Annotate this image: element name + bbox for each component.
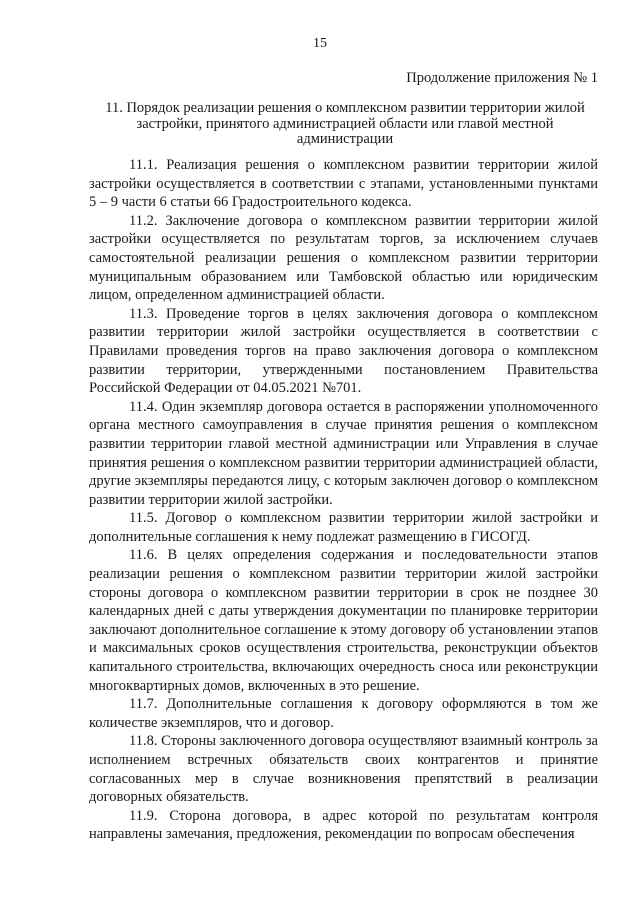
paragraph-11-2: 11.2. Заключение договора о комплексном развитии территории жилой застройки осуществляется по результатам торгов, за исключением случаев самостоятельной реализации решения о комплексном развитии территории муниципальным образованием или Тамбовской областью или юридическим лицом, определенном администрацией области. [89,212,598,304]
page-number: 15 [313,36,327,51]
section-body [89,156,598,844]
paragraph-11-5: 11.5. Договор о комплексном развитии территории жилой застройки и дополнительные соглашения к нему подлежат размещению в ГИСОГД. [89,510,598,545]
section-title: 11. Порядок реализации решения о комплексном развитии территории жилой застройки, принятого администрацией области или главой местной администрации [105,100,585,147]
paragraph-11-6: 11.6. В целях определения содержания и последовательности этапов реализации решения о комплексном развитии территории жилой застройки стороны договора о комплексном развитии территории в срок не позднее 30 календарных дней с даты утверждения документации по планировке территории заключают дополнительное соглашение к этому договору об установлении этапов и максимальных сроков осуществления строительства, реконструкции объектов капитального строительства, включающих очередность сноса или реконструкции многоквартирных домов, включенных в это решение. [89,547,598,694]
paragraph-11-3: 11.3. Проведение торгов в целях заключения договора о комплексном развитии территории жилой застройки осуществляется в соответствии с Правилами проведения торгов на право заключения договора о комплексном развитии территории, утвержденными постановлением Правительства Российской Федерации от 04.05.2021 №701. [89,305,598,397]
appendix-label: Продолжение приложения № 1 [406,70,598,86]
paragraph-11-1: 11.1. Реализация решения о комплексном развитии территории жилой застройки осуществляется в соответствии с этапами, установленными пунктами 5 – 9 части 6 статьи 66 Градостроительного кодекса. [89,157,598,211]
paragraph-11-8: 11.8. Стороны заключенного договора осуществляют взаимный контроль за исполнением встречных обязательств своих контрагентов и принятие согласованных мер в случае возникновения препятствий в реализации договорных обязательств. [89,733,598,806]
paragraph-11-7: 11.7. Дополнительные соглашения к договору оформляются в том же количестве экземпляров, что и договор. [89,696,598,731]
paragraph-11-9: 11.9. Сторона договора, в адрес которой по результатам контроля направлены замечания, предложения, рекомендации по вопросам обеспечения [89,807,598,843]
paragraph-11-4: 11.4. Один экземпляр договора остается в распоряжении уполномоченного органа местного самоуправления в случае принятия решения о комплексном развитии территории главой местной администрации или Управления в случае принятия решения о комплексном развитии территории администрацией области, другие экземпляры передаются лицу, с которым заключен договор о комплексном развитии территории жилой застройки. [89,398,598,508]
